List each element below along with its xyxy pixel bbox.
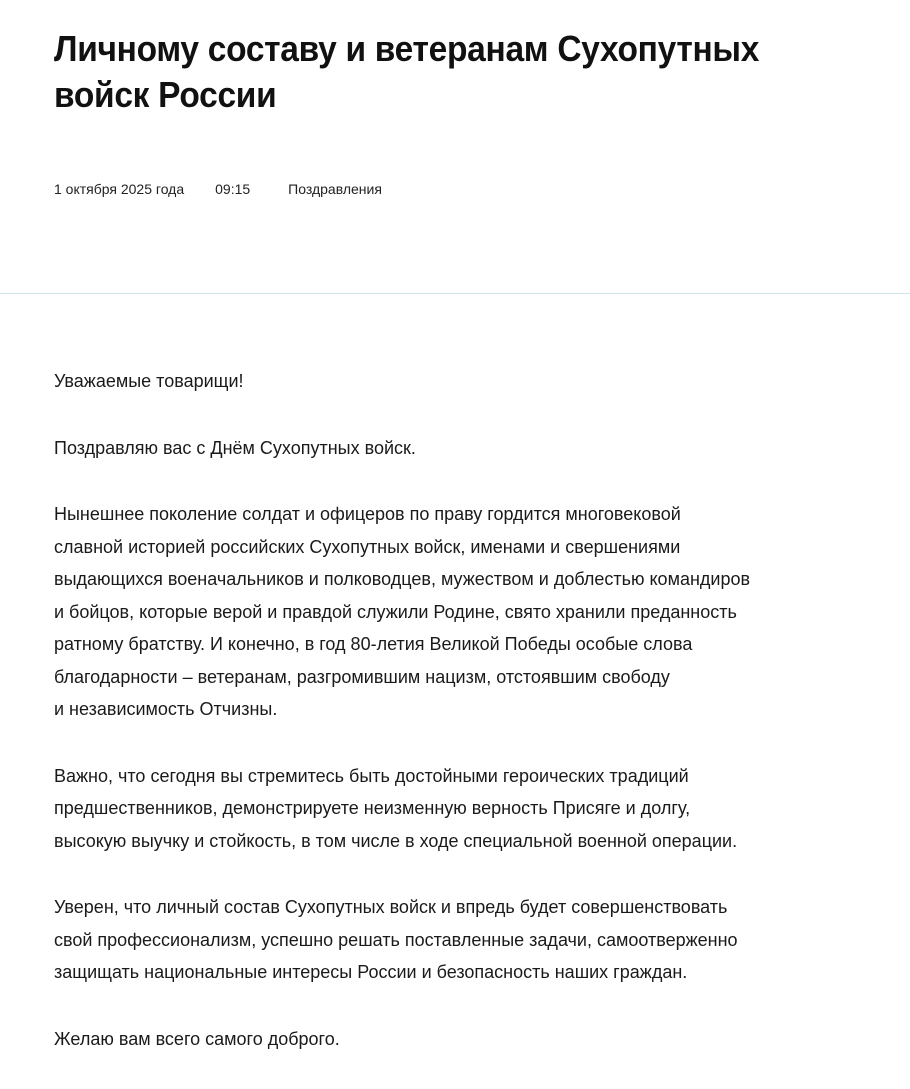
greeting-paragraph: Уважаемые товарищи! bbox=[54, 371, 244, 391]
congratulation-paragraph: Поздравляю вас с Днём Сухопутных войск. bbox=[54, 437, 416, 458]
history-paragraph: Нынешнее поколение солдат и офицеров по праву гордится многовековой славной историей российских Сухопутных войск, именами и свершениями выдающихся военачальников и полководцев, мужеством и доблестью командиров и бойцов, которые верой и правдой служили Родине, свято хранили преданность ратному братству. И конечно, в год 80-летия Великой Победы особые слова благодарности – ветеранам, разгромившим нацизм, отстоявшим свободу и независимость Отчизны. bbox=[54, 504, 751, 719]
article-header bbox=[0, 0, 910, 294]
confidence-paragraph: Уверен, что личный состав Сухопутных войск и впредь будет совершенствовать свой профессионализм, успешно решать поставленные задачи, самоотверженно защищать национальные интересы России и безопасность наших граждан. bbox=[54, 897, 738, 982]
page-title: Личному составу и ветеранам Сухопутных войск России bbox=[54, 28, 760, 115]
article-meta bbox=[54, 180, 382, 198]
category-link[interactable]: Поздравления bbox=[288, 181, 382, 197]
article-body bbox=[54, 365, 874, 1089]
publish-date: 1 октября 2025 года bbox=[54, 181, 185, 197]
header-divider bbox=[0, 293, 910, 294]
wishes-paragraph: Желаю вам всего самого доброго. bbox=[54, 1028, 340, 1049]
traditions-paragraph: Важно, что сегодня вы стремитесь быть достойными героических традиций предшественников, демонстрируете неизменную верность Присяге и долгу, высокую выучку и стойкость, в том числе в ходе специальной военной операции. bbox=[54, 765, 738, 851]
publish-time: 09:15 bbox=[215, 181, 251, 197]
